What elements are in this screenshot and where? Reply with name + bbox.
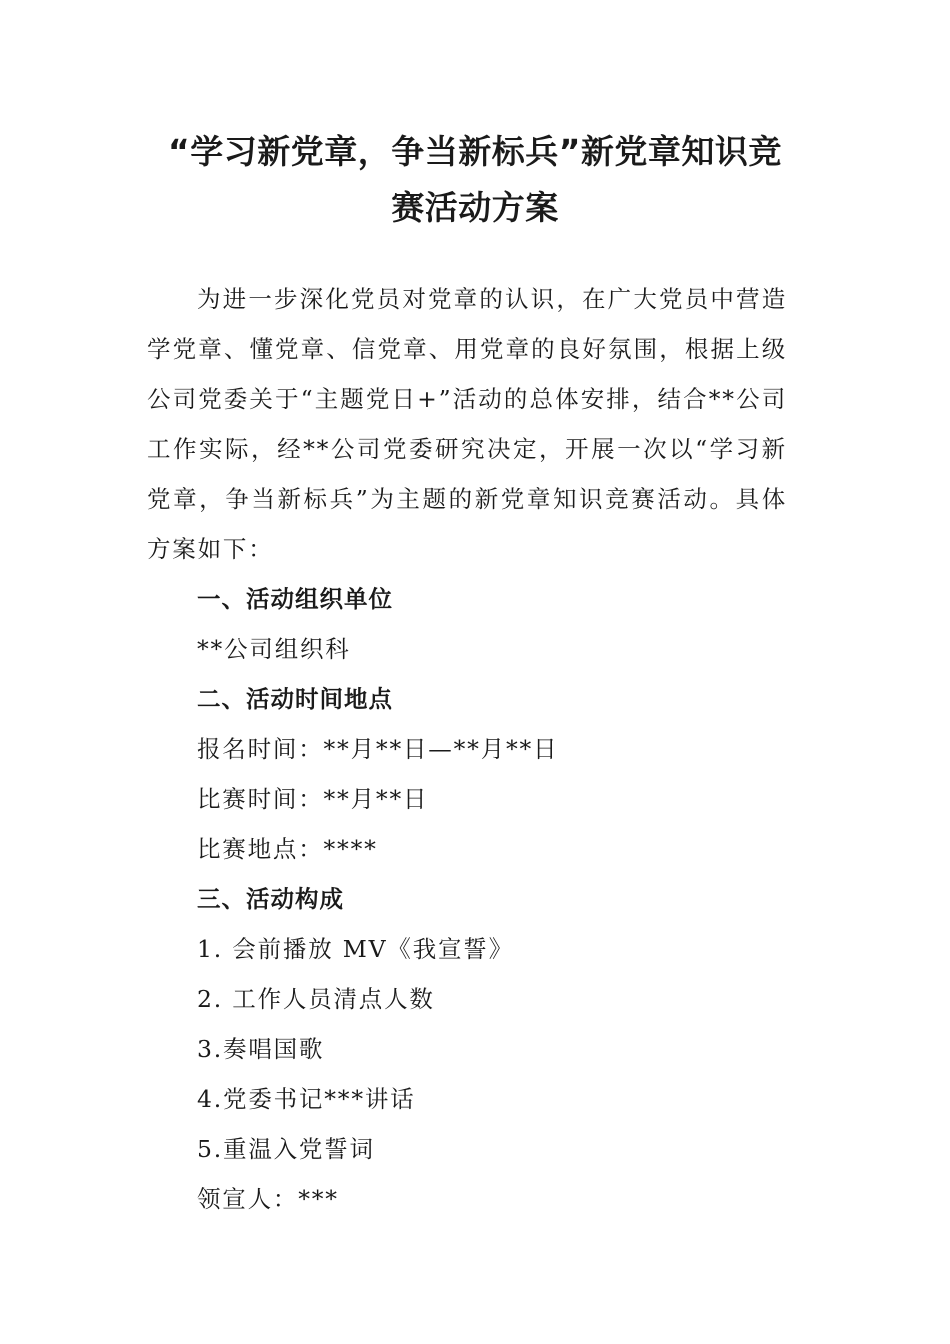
section-3-heading: 三、活动构成 xyxy=(197,885,344,913)
list-item: 2. 工作人员清点人数 xyxy=(197,985,435,1013)
document-title xyxy=(140,124,810,236)
intro-paragraph: 为进一步深化党员对党章的认识，在广大党员中营造学党章、懂党章、信党章、用党章的良好氛围，根据上级公司党委关于“主题党日+”活动的总体安排，结合**公司工作实际，经**公司党委研究决定，开展一次以“学习新党章，争当新标兵”为主题的新党章知识竞赛活动。具体方案如下： xyxy=(147,285,787,563)
list-item: 3.奏唱国歌 xyxy=(197,1035,325,1063)
list-item: 4.党委书记***讲话 xyxy=(197,1085,416,1113)
document-body xyxy=(147,274,787,1224)
title-line-2: 赛活动方案 xyxy=(391,188,559,227)
list-item: 5.重温入党誓词 xyxy=(197,1135,375,1163)
list-item: 1. 会前播放 MV《我宣誓》 xyxy=(197,935,514,963)
competition-time: 比赛时间：**月**日 xyxy=(197,785,429,813)
section-1-content: **公司组织科 xyxy=(197,635,351,663)
section-2-heading: 二、活动时间地点 xyxy=(197,685,393,713)
competition-location: 比赛地点：**** xyxy=(197,835,378,863)
section-1-heading: 一、活动组织单位 xyxy=(197,585,393,613)
registration-time: 报名时间：**月**日—**月**日 xyxy=(197,735,559,763)
title-line-1: “学习新党章，争当新标兵”新党章知识竞 xyxy=(168,132,782,171)
oath-leader: 领宣人：*** xyxy=(197,1185,339,1213)
